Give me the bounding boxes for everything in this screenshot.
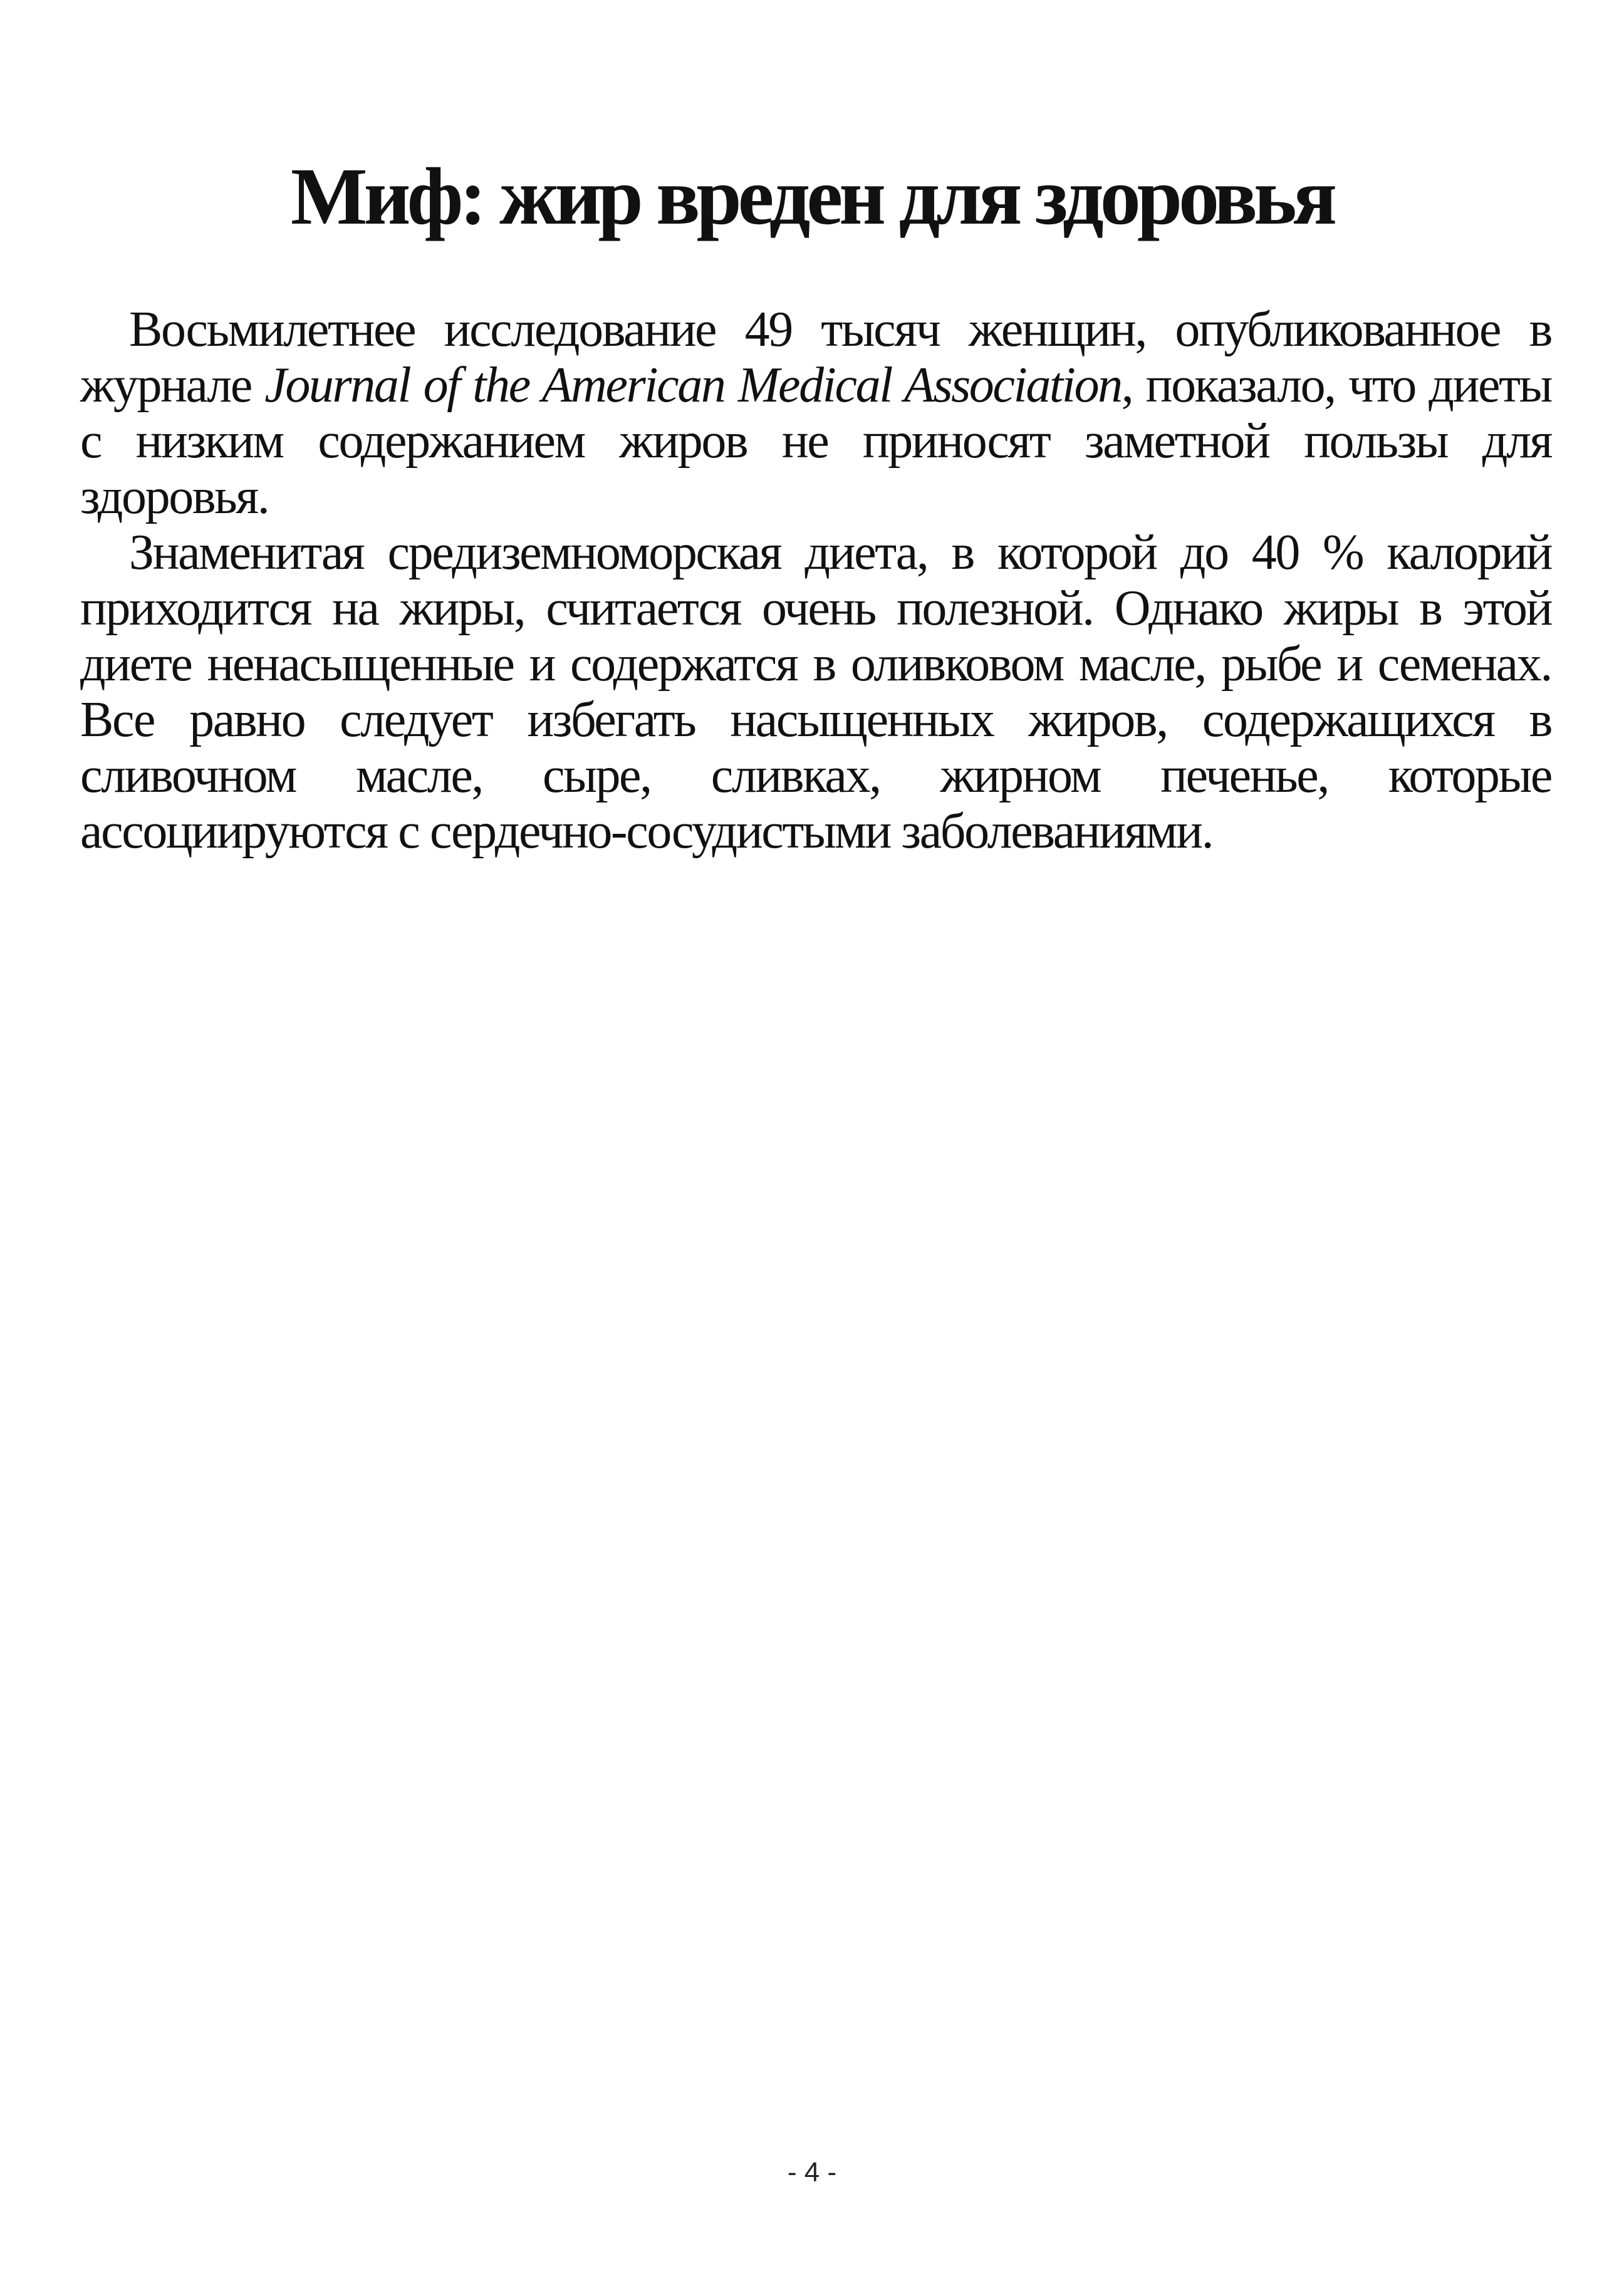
page-title: Миф: жир вреден для здоровья [290,152,1334,242]
paragraph-2: Знаменитая средиземноморская диета, в которой до 40 % калорий приходится на жиры, считается очень полезной. Однако жиры в этой диете ненасыщенные и содержатся в оливковом масле, рыбе и семенах. Все равно следует избегать насыщенных жиров, содержащихся в сливочном масле, сыре, сливках, жирном печенье, которые ассоциируются с сердечно-сосудистыми заболеваниями. [80,525,1551,859]
page-number: - 4 - [787,2157,837,2188]
article-body [80,302,1551,860]
journal-name: Journal of the American Medical Association [264,358,1122,413]
paragraph-1-conclusion: , показало, что диеты с низким содержанием жиров не приносят заметной пользы для здоровья. [80,358,1552,524]
paragraph-1 [80,302,1551,525]
paragraph-1-intro: Восьмилетнее исследование 49 тысяч женщин, опубликованное в журнале [80,302,1551,413]
